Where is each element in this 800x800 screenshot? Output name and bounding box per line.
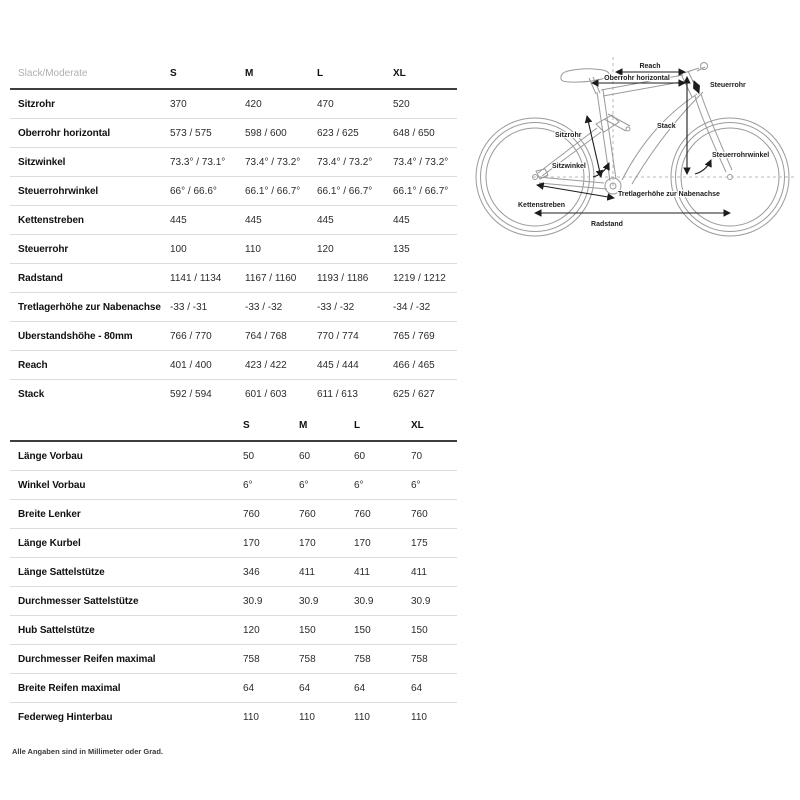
row-label: Reach bbox=[18, 359, 48, 371]
reach-label: Reach bbox=[639, 63, 661, 70]
cell-size-xl: -34 / -32 bbox=[393, 301, 431, 313]
cell-size-m: -33 / -32 bbox=[245, 301, 283, 313]
stack-label: Stack bbox=[657, 123, 676, 130]
table1-body bbox=[10, 90, 457, 408]
table2-col-s: S bbox=[243, 420, 250, 431]
cell-size-s: 758 bbox=[243, 653, 260, 665]
cell-size-s: 73.3° / 73.1° bbox=[170, 156, 226, 168]
table-row bbox=[10, 148, 457, 177]
table-row bbox=[10, 206, 457, 235]
cell-size-xl: 66.1° / 66.7° bbox=[393, 185, 449, 197]
table2-col-m: M bbox=[299, 420, 308, 431]
cell-size-s: 66° / 66.6° bbox=[170, 185, 217, 197]
cell-size-m: 760 bbox=[299, 508, 316, 520]
cell-size-s: 346 bbox=[243, 566, 260, 578]
table1-col-s: S bbox=[170, 68, 177, 79]
table1-col-xl: XL bbox=[393, 68, 406, 79]
cell-size-s: 766 / 770 bbox=[170, 330, 212, 342]
cell-size-s: 573 / 575 bbox=[170, 127, 212, 139]
bike-frame-icon bbox=[536, 63, 732, 195]
seattube-label: Sitzrohr bbox=[555, 132, 582, 139]
cell-size-xl: 411 bbox=[411, 566, 427, 578]
table-row bbox=[10, 558, 457, 587]
row-label: Sitzrohr bbox=[18, 98, 55, 110]
cell-size-s: 50 bbox=[243, 450, 255, 462]
cell-size-m: 64 bbox=[299, 682, 311, 694]
table2-header bbox=[10, 411, 457, 442]
cell-size-xl: 73.4° / 73.2° bbox=[393, 156, 449, 168]
table-row bbox=[10, 529, 457, 558]
cell-size-m: 60 bbox=[299, 450, 311, 462]
cell-size-m: 445 bbox=[245, 214, 262, 226]
table-row bbox=[10, 264, 457, 293]
table-row bbox=[10, 380, 457, 408]
cell-size-xl: 135 bbox=[393, 243, 410, 255]
table-row bbox=[10, 587, 457, 616]
cell-size-l: 66.1° / 66.7° bbox=[317, 185, 373, 197]
geometry-tables bbox=[10, 59, 457, 756]
row-label: Breite Lenker bbox=[18, 508, 81, 520]
cell-size-l: 611 / 613 bbox=[317, 388, 358, 400]
cell-size-m: 110 bbox=[245, 243, 261, 255]
cell-size-xl: 70 bbox=[411, 450, 423, 462]
table-row bbox=[10, 177, 457, 206]
table-row bbox=[10, 645, 457, 674]
table1-col-l: L bbox=[317, 68, 324, 79]
cell-size-l: 470 bbox=[317, 98, 334, 110]
bike-geometry-diagram bbox=[470, 40, 800, 250]
cell-size-l: 445 bbox=[317, 214, 334, 226]
cell-size-xl: 760 bbox=[411, 508, 428, 520]
cell-size-s: 64 bbox=[243, 682, 255, 694]
chainstay-arrow bbox=[537, 185, 614, 198]
units-footnote: Alle Angaben sind in Millimeter oder Grad. bbox=[12, 747, 163, 756]
headtube-label: Steuerrohr bbox=[710, 82, 746, 89]
table1-title: Slack/Moderate bbox=[18, 68, 88, 79]
cell-size-s: 120 bbox=[243, 624, 260, 636]
row-label: Länge Vorbau bbox=[18, 450, 83, 462]
head-angle-arc bbox=[695, 160, 711, 174]
cell-size-s: 1141 / 1134 bbox=[170, 272, 222, 284]
cell-size-l: 120 bbox=[317, 243, 334, 255]
cell-size-l: 1193 / 1186 bbox=[317, 272, 369, 284]
cell-size-m: 30.9 bbox=[299, 595, 319, 607]
cell-size-s: 30.9 bbox=[243, 595, 263, 607]
cell-size-xl: 445 bbox=[393, 214, 410, 226]
row-label: Durchmesser Reifen maximal bbox=[18, 653, 156, 665]
cell-size-m: 601 / 603 bbox=[245, 388, 287, 400]
geometry-table-components bbox=[10, 411, 457, 731]
table-row bbox=[10, 442, 457, 471]
row-label: Winkel Vorbau bbox=[18, 479, 86, 491]
geometry-table-main bbox=[10, 59, 457, 408]
table1-header bbox=[10, 59, 457, 90]
cell-size-xl: 1219 / 1212 bbox=[393, 272, 446, 284]
table1-col-m: M bbox=[245, 68, 254, 79]
toptube-label: Oberrohr horizontal bbox=[604, 75, 670, 82]
cell-size-xl: 765 / 769 bbox=[393, 330, 435, 342]
cell-size-xl: 520 bbox=[393, 98, 410, 110]
row-label: Tretlagerhöhe zur Nabenachse bbox=[18, 301, 161, 313]
cell-size-m: 73.4° / 73.2° bbox=[245, 156, 301, 168]
cell-size-m: 420 bbox=[245, 98, 262, 110]
row-label: Kettenstreben bbox=[18, 214, 84, 226]
cell-size-l: 445 / 444 bbox=[317, 359, 359, 371]
cell-size-l: 150 bbox=[354, 624, 371, 636]
row-label: Stack bbox=[18, 388, 45, 400]
cell-size-xl: 6° bbox=[411, 479, 421, 491]
cell-size-s: -33 / -31 bbox=[170, 301, 208, 313]
cell-size-s: 100 bbox=[170, 243, 187, 255]
front-wheel-icon bbox=[671, 118, 789, 236]
row-label: Federweg Hinterbau bbox=[18, 711, 113, 723]
cell-size-s: 370 bbox=[170, 98, 187, 110]
cell-size-xl: 110 bbox=[411, 711, 427, 723]
cell-size-xl: 648 / 650 bbox=[393, 127, 435, 139]
cell-size-xl: 466 / 465 bbox=[393, 359, 435, 371]
cell-size-s: 401 / 400 bbox=[170, 359, 212, 371]
row-label: Sitzwinkel bbox=[18, 156, 66, 168]
table2-body bbox=[10, 442, 457, 731]
row-label: Oberrohr horizontal bbox=[18, 127, 110, 139]
cell-size-s: 445 bbox=[170, 214, 187, 226]
cell-size-m: 170 bbox=[299, 537, 316, 549]
cell-size-l: -33 / -32 bbox=[317, 301, 355, 313]
headtube-arrow bbox=[694, 81, 699, 93]
table-row bbox=[10, 616, 457, 645]
table-row bbox=[10, 293, 457, 322]
chainstay-label: Kettenstreben bbox=[518, 202, 566, 209]
table2-col-xl: XL bbox=[411, 420, 424, 431]
cell-size-xl: 150 bbox=[411, 624, 428, 636]
cell-size-xl: 64 bbox=[411, 682, 423, 694]
cell-size-l: 110 bbox=[354, 711, 370, 723]
cell-size-m: 6° bbox=[299, 479, 309, 491]
bb-height-label: Tretlagerhöhe zur Nabenachse bbox=[618, 191, 720, 198]
row-label: Steuerrohr bbox=[18, 243, 69, 255]
table-row bbox=[10, 500, 457, 529]
cell-size-m: 411 bbox=[299, 566, 315, 578]
head-angle-label: Steuerrohrwinkel bbox=[712, 152, 770, 159]
cell-size-xl: 30.9 bbox=[411, 595, 431, 607]
wheelbase-label: Radstand bbox=[591, 221, 623, 228]
cell-size-l: 64 bbox=[354, 682, 366, 694]
row-label: Hub Sattelstütze bbox=[18, 624, 95, 636]
cell-size-xl: 625 / 627 bbox=[393, 388, 435, 400]
cell-size-xl: 758 bbox=[411, 653, 428, 665]
cell-size-l: 30.9 bbox=[354, 595, 374, 607]
cell-size-m: 758 bbox=[299, 653, 316, 665]
row-label: Radstand bbox=[18, 272, 63, 284]
table-row bbox=[10, 119, 457, 148]
cell-size-xl: 175 bbox=[411, 537, 428, 549]
row-label: Durchmesser Sattelstütze bbox=[18, 595, 139, 607]
table-row bbox=[10, 351, 457, 380]
row-label: Länge Sattelstütze bbox=[18, 566, 105, 578]
cell-size-s: 760 bbox=[243, 508, 260, 520]
table-row bbox=[10, 90, 457, 119]
cell-size-m: 764 / 768 bbox=[245, 330, 287, 342]
cell-size-l: 6° bbox=[354, 479, 364, 491]
table-row bbox=[10, 674, 457, 703]
cell-size-l: 411 bbox=[354, 566, 370, 578]
cell-size-m: 1167 / 1160 bbox=[245, 272, 297, 284]
cell-size-l: 60 bbox=[354, 450, 366, 462]
cell-size-s: 592 / 594 bbox=[170, 388, 212, 400]
cell-size-s: 170 bbox=[243, 537, 260, 549]
cell-size-m: 423 / 422 bbox=[245, 359, 287, 371]
cell-size-m: 598 / 600 bbox=[245, 127, 287, 139]
row-label: Länge Kurbel bbox=[18, 537, 81, 549]
cell-size-l: 770 / 774 bbox=[317, 330, 359, 342]
table-row bbox=[10, 471, 457, 500]
row-label: Steuerrohrwinkel bbox=[18, 185, 99, 197]
cell-size-l: 758 bbox=[354, 653, 371, 665]
cell-size-s: 110 bbox=[243, 711, 259, 723]
table-row bbox=[10, 235, 457, 264]
table-row bbox=[10, 322, 457, 351]
cell-size-m: 110 bbox=[299, 711, 315, 723]
cell-size-l: 623 / 625 bbox=[317, 127, 359, 139]
row-label: Breite Reifen maximal bbox=[18, 682, 121, 694]
cell-size-s: 6° bbox=[243, 479, 253, 491]
cell-size-m: 66.1° / 66.7° bbox=[245, 185, 301, 197]
table-row bbox=[10, 703, 457, 731]
cell-size-m: 150 bbox=[299, 624, 316, 636]
table2-col-l: L bbox=[354, 420, 361, 431]
seat-angle-label: Sitzwinkel bbox=[552, 163, 586, 170]
cell-size-l: 73.4° / 73.2° bbox=[317, 156, 373, 168]
cell-size-l: 170 bbox=[354, 537, 371, 549]
row-label: Überstandshöhe - 80mm bbox=[18, 330, 133, 342]
cell-size-l: 760 bbox=[354, 508, 371, 520]
